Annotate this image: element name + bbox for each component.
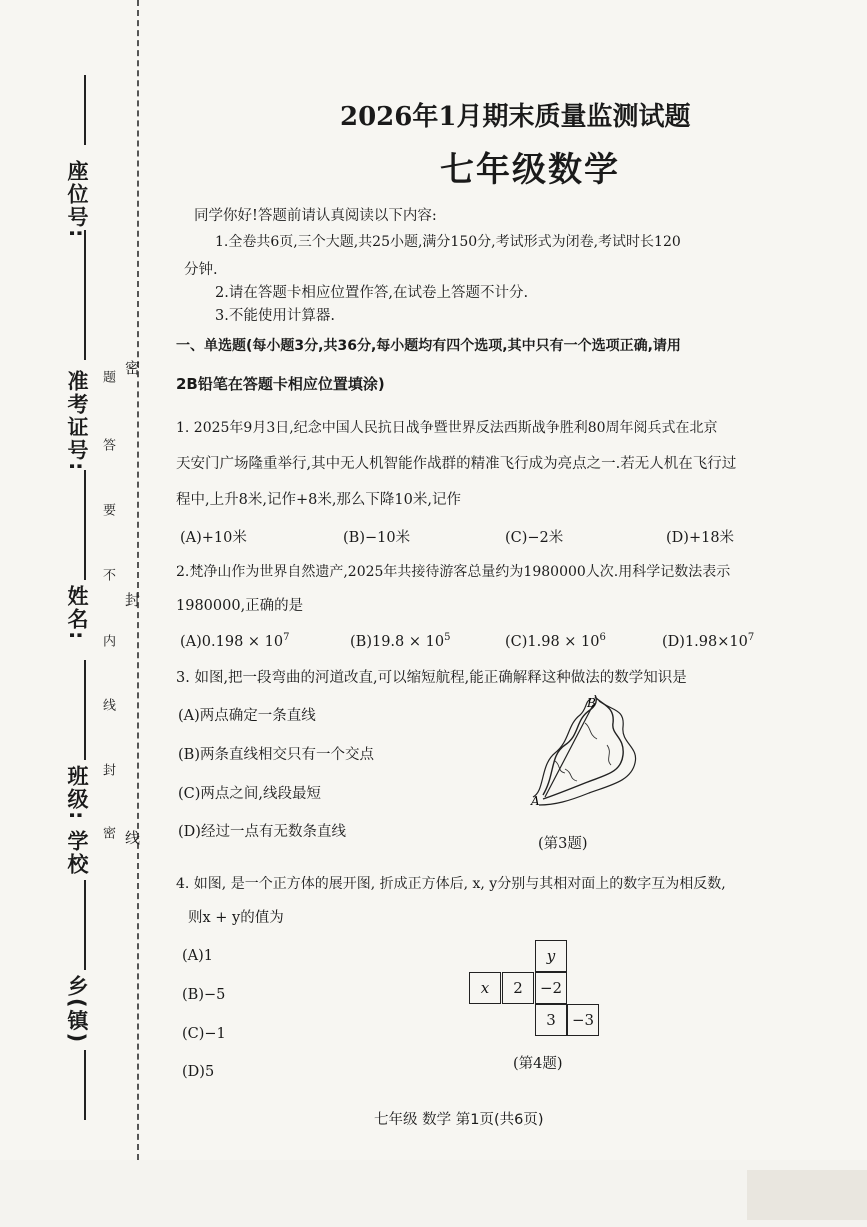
- q1-text: 天安门广场隆重举行,其中无人机智能作战群的精准飞行成为亮点之一.若无人机在飞行过: [176, 456, 737, 472]
- net-cell-neg3: −3: [567, 1004, 599, 1036]
- seal-word: 线: [100, 698, 115, 711]
- instruction-item-3: 3.不能使用计算器.: [215, 308, 335, 324]
- point-a-label: A: [531, 794, 540, 808]
- class-label: 班级:: [65, 765, 89, 822]
- instruction-item-1-cont: 分钟.: [184, 262, 218, 278]
- q2-text: 2.梵净山作为世界自然遗产,2025年共接待游客总量约为1980000人次.用科学记数法表示: [176, 564, 731, 580]
- point-b-label: B: [587, 696, 596, 710]
- seal-mark: 密: [123, 360, 141, 375]
- seal-mark: 线: [123, 830, 141, 845]
- section-heading-cont: 2B铅笔在答题卡相应位置填涂): [176, 375, 385, 393]
- instruction-item-2: 2.请在答题卡相应位置作答,在试卷上答题不计分.: [215, 285, 529, 301]
- page-footer: 七年级 数学 第1页(共6页): [374, 1112, 544, 1128]
- subject-title: 七年级数学: [440, 150, 620, 190]
- exam-no-underline: [84, 230, 86, 360]
- town-label: 乡(镇): [65, 975, 89, 1045]
- section-heading: 一、单选题(每小题3分,共36分,每小题均有四个选项,其中只有一个选项正确,请用: [176, 338, 681, 354]
- seat-underline: [84, 75, 86, 145]
- river-figure: [525, 695, 645, 820]
- q4-option-d: (D)5: [182, 1064, 215, 1080]
- q3-option-c: (C)两点之间,线段最短: [178, 786, 322, 802]
- seal-word: 不: [100, 568, 115, 581]
- q2-text: 1980000,正确的是: [176, 598, 304, 614]
- seal-word: 题: [100, 370, 115, 383]
- q4-option-c: (C)−1: [182, 1026, 226, 1042]
- q4-caption: (第4题): [513, 1056, 563, 1072]
- instruction-item-1: 1.全卷共6页,三个大题,共25小题,满分150分,考试形式为闭卷,考试时长120: [215, 234, 681, 250]
- seal-word: 封: [100, 763, 115, 776]
- exam-no-label: 准考证号:: [65, 370, 89, 473]
- instructions-intro: 同学你好!答题前请认真阅读以下内容:: [194, 208, 437, 224]
- net-cell-2: 2: [502, 972, 534, 1004]
- q1-text: 程中,上升8米,记作+8米,那么下降10米,记作: [176, 492, 461, 508]
- seal-word: 密: [100, 826, 115, 839]
- q3-text: 3. 如图,把一段弯曲的河道改直,可以缩短航程,能正确解释这种做法的数学知识是: [176, 670, 687, 686]
- q2-option-a: $(A)0.198 \times 10^7$: [180, 632, 290, 650]
- q4-option-a: (A)1: [182, 948, 214, 964]
- q2-option-c: $(C)1.98 \times 10^6$: [505, 632, 606, 650]
- scan-artifact: [747, 1170, 867, 1220]
- q3-caption: (第3题): [538, 836, 588, 852]
- q1-option-c: (C)−2米: [505, 530, 564, 546]
- q1-option-a: (A)+10米: [180, 530, 247, 546]
- q4-text: 则x + y的值为: [188, 910, 284, 926]
- seal-word: 答: [100, 438, 115, 451]
- net-cell-3: 3: [535, 1004, 567, 1036]
- name-underline: [84, 470, 86, 580]
- q1-text: 1. 2025年9月3日,纪念中国人民抗日战争暨世界反法西斯战争胜利80周年阅兵式在北京: [176, 420, 718, 436]
- school-label: 学校: [65, 830, 89, 876]
- class-underline: [84, 660, 86, 760]
- q1-option-d: (D)+18米: [666, 530, 735, 546]
- q2-option-d: $(D)1.98\times 10^7$: [662, 632, 755, 650]
- name-label: 姓名:: [65, 585, 89, 642]
- exam-title: 2026年1月期末质量监测试题: [340, 102, 691, 132]
- q3-option-a: (A)两点确定一条直线: [178, 708, 316, 724]
- seat-label: 座位号:: [65, 160, 89, 240]
- binding-dashed-line: [137, 0, 139, 1160]
- q4-option-b: (B)−5: [182, 987, 226, 1003]
- seal-mark: 封: [123, 592, 141, 607]
- seal-word: 要: [100, 503, 115, 516]
- q1-option-b: (B)−10米: [343, 530, 411, 546]
- seal-word: 内: [100, 634, 115, 647]
- q3-option-d: (D)经过一点有无数条直线: [178, 824, 346, 840]
- town-underline: [84, 1050, 86, 1120]
- school-underline: [84, 880, 86, 970]
- q2-option-b: $(B)19.8 \times 10^5$: [350, 632, 451, 650]
- q4-text: 4. 如图, 是一个正方体的展开图, 折成正方体后, x, y分别与其相对面上的数字互为相反数,: [176, 876, 726, 892]
- net-cell-neg2: −2: [535, 972, 567, 1004]
- net-cell-x: x: [469, 972, 501, 1004]
- q3-option-b: (B)两条直线相交只有一个交点: [178, 747, 374, 763]
- net-cell-y: y: [535, 940, 567, 972]
